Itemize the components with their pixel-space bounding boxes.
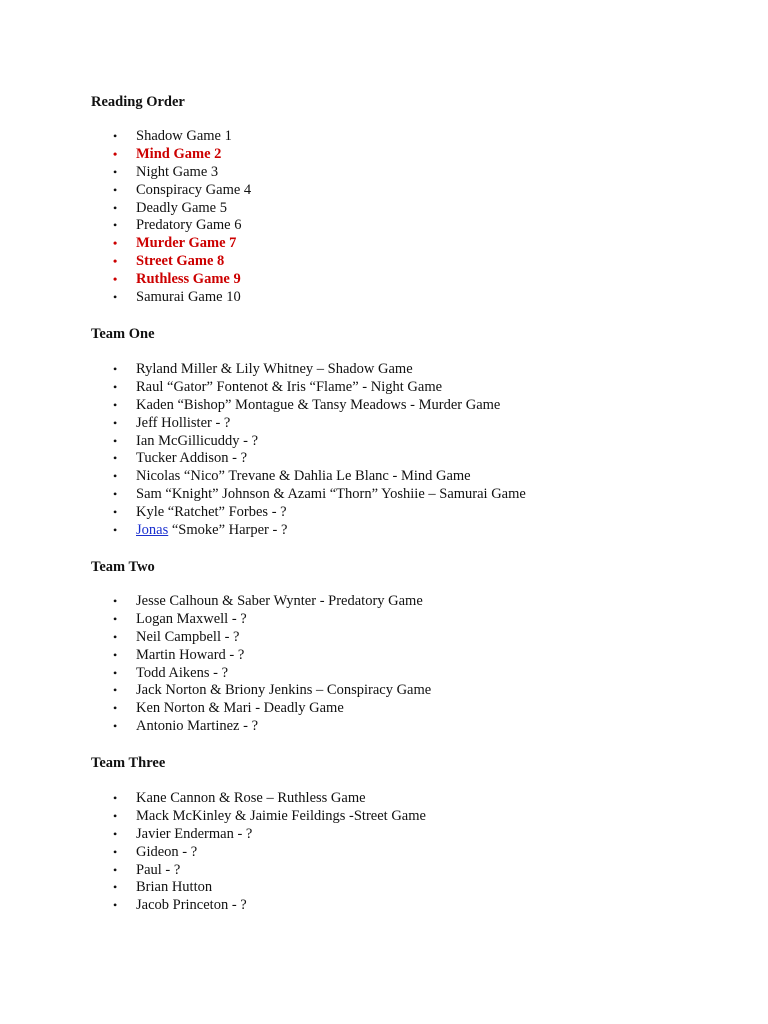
- list-item: • Night Game 3: [113, 163, 219, 180]
- list-item: [0, 522, 768, 540]
- list-item: • Ian McGillicuddy - ?: [113, 432, 259, 449]
- list-item: • Mack McKinley & Jaimie Feildings -Street Game: [113, 807, 426, 824]
- bullet-icon: •: [113, 397, 118, 412]
- list-item: • Martin Howard - ?: [113, 646, 245, 663]
- bullet-icon: •: [113, 451, 118, 466]
- list-item: • Ken Norton & Mari - Deadly Game: [113, 700, 344, 717]
- bullet-icon: •: [113, 683, 118, 698]
- bullet-icon: •: [113, 611, 118, 626]
- list-item: • Jacob Princeton - ?: [113, 897, 247, 914]
- bullet-icon: •: [113, 415, 118, 430]
- heading-team-two: Team Two: [91, 559, 155, 575]
- reading-order-list: [0, 128, 768, 307]
- bullet-icon: •: [113, 200, 118, 215]
- bullet-icon: •: [113, 236, 118, 251]
- list-item-text: “Smoke” Harper - ?: [168, 522, 288, 539]
- list-item: • Jeff Hollister - ?: [113, 414, 231, 431]
- list-item: • Javier Enderman - ?: [113, 825, 253, 842]
- list-item: • Shadow Game 1: [113, 128, 232, 144]
- bullet-icon: •: [113, 146, 118, 161]
- list-item: • Mind Game 2: [113, 145, 222, 162]
- list-item: • Kaden “Bishop” Montague & Tansy Meadows - Murder Game: [113, 396, 501, 413]
- bullet-icon: •: [113, 129, 118, 143]
- bullet-icon: •: [113, 290, 118, 305]
- bullet-icon: •: [113, 433, 118, 448]
- bullet-icon: •: [113, 701, 118, 716]
- list-item: • Sam “Knight” Johnson & Azami “Thorn” Yoshiie – Samurai Game: [113, 486, 526, 503]
- list-item: • Samurai Game 10: [113, 289, 241, 306]
- heading-reading-order: Reading Order: [91, 94, 185, 110]
- bullet-icon: •: [113, 880, 118, 895]
- heading-team-three: Team Three: [91, 755, 166, 771]
- bullet-icon: •: [113, 594, 118, 608]
- bullet-icon: •: [113, 791, 118, 805]
- list-item: • Jesse Calhoun & Saber Wynter - Predatory Game: [113, 593, 423, 609]
- bullet-icon: •: [113, 523, 118, 538]
- list-item: • Gideon - ?: [113, 843, 198, 860]
- bullet-icon: •: [113, 862, 118, 877]
- bullet-icon: •: [113, 844, 118, 859]
- bullet-icon: •: [113, 469, 118, 484]
- bullet-icon: •: [113, 898, 118, 913]
- list-item: • Brian Hutton: [113, 879, 213, 896]
- bullet-icon: •: [113, 647, 118, 662]
- list-item: • Deadly Game 5: [113, 199, 227, 216]
- list-item: • Raul “Gator” Fontenot & Iris “Flame” - Night Game: [113, 378, 443, 395]
- bullet-icon: •: [113, 665, 118, 680]
- list-item: • Ryland Miller & Lily Whitney – Shadow Game: [113, 361, 413, 377]
- team-one-list: [0, 361, 768, 540]
- team-three-list: [0, 790, 768, 915]
- team-two-list: [0, 593, 768, 736]
- list-item: • Street Game 8: [113, 253, 225, 270]
- jonas-link[interactable]: Jonas: [136, 522, 169, 539]
- heading-team-one: Team One: [91, 326, 155, 342]
- bullet-icon: •: [113, 164, 118, 179]
- list-item: • Ruthless Game 9: [113, 271, 241, 288]
- bullet-icon: •: [113, 719, 118, 734]
- list-item: • Todd Aikens - ?: [113, 664, 229, 681]
- list-item: • Tucker Addison - ?: [113, 450, 248, 467]
- list-item: • Antonio Martinez - ?: [113, 718, 259, 735]
- list-item: • Nicolas “Nico” Trevane & Dahlia Le Blanc - Mind Game: [113, 468, 471, 485]
- list-item: • Logan Maxwell - ?: [113, 610, 247, 627]
- bullet-icon: •: [113, 254, 118, 269]
- bullet-icon: •: [113, 505, 118, 520]
- bullet-icon: •: [113, 218, 118, 233]
- bullet-icon: •: [113, 487, 118, 502]
- bullet-icon: •: [113, 272, 118, 287]
- bullet-icon: •: [113, 629, 118, 644]
- bullet-icon: •: [113, 808, 118, 823]
- list-item: • Jack Norton & Briony Jenkins – Conspiracy Game: [113, 682, 432, 699]
- list-item: • Conspiracy Game 4: [113, 181, 252, 198]
- list-item: • Predatory Game 6: [113, 217, 242, 234]
- list-item: • Paul - ?: [113, 861, 181, 878]
- bullet-icon: •: [113, 182, 118, 197]
- list-item: • Kane Cannon & Rose – Ruthless Game: [113, 790, 366, 806]
- bullet-icon: •: [113, 379, 118, 394]
- bullet-icon: •: [113, 826, 118, 841]
- list-item: • Neil Campbell - ?: [113, 628, 240, 645]
- list-item: • Kyle “Ratchet” Forbes - ?: [113, 504, 287, 521]
- list-item: • Murder Game 7: [113, 235, 237, 252]
- bullet-icon: •: [113, 362, 118, 376]
